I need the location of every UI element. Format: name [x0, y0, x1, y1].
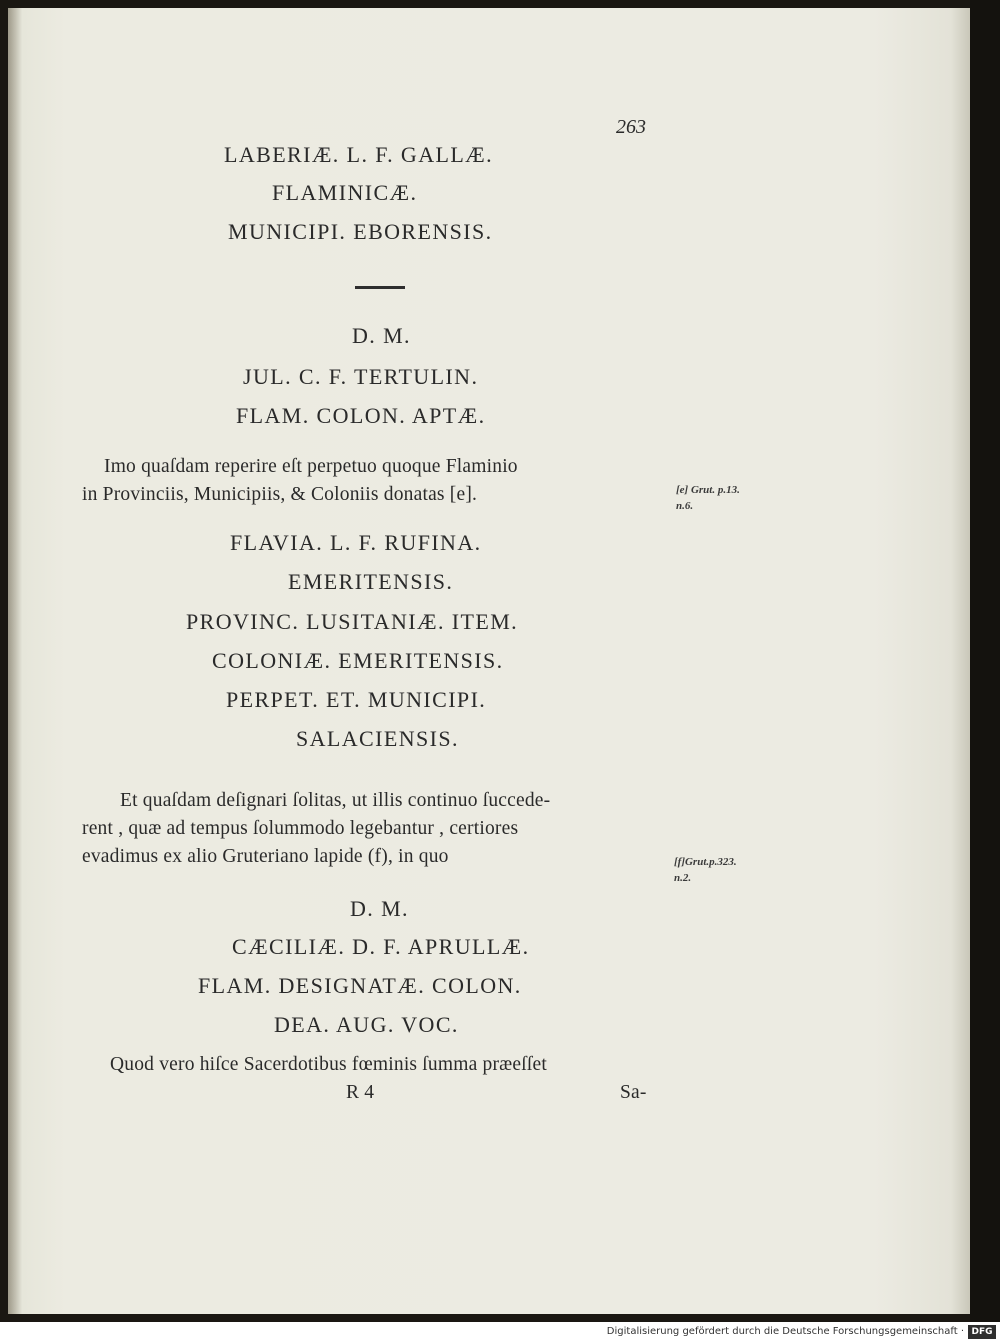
scan-edge: [970, 0, 1000, 1322]
inscription-line: D. M.: [350, 896, 409, 921]
margin-note: n.6.: [676, 500, 694, 512]
body-text-line: Quod vero hiſce Sacerdotibus fœminis ſumma præeſſet: [110, 1054, 547, 1075]
section-divider: [355, 286, 405, 289]
signature-mark: R 4: [346, 1082, 375, 1103]
inscription-line: FLAMINICÆ.: [272, 180, 418, 205]
inscription-line: FLAM. DESIGNATÆ. COLON.: [198, 973, 522, 998]
inscription-line: SALACIENSIS.: [296, 726, 459, 751]
margin-note: n.2.: [674, 872, 692, 884]
inscription-line: D. M.: [352, 323, 411, 348]
body-text-line: Imo quaſdam reperire eſt perpetuo quoque Flaminio: [104, 456, 518, 477]
inscription-line: PERPET. ET. MUNICIPI.: [226, 687, 487, 712]
inscription-line: LABERIÆ. L. F. GALLÆ.: [224, 142, 494, 167]
inscription-line: PROVINC. LUSITANIÆ. ITEM.: [186, 609, 519, 634]
inscription-line: JUL. C. F. TERTULIN.: [243, 364, 479, 389]
page-number: 263: [616, 116, 646, 138]
body-text-line: evadimus ex alio Gruteriano lapide (f), in quo: [82, 846, 449, 867]
funding-credit: Digitalisierung gefördert durch die Deutsche Forschungsgemeinschaft ·: [606, 1326, 964, 1337]
margin-note: [e] Grut. p.13.: [676, 484, 740, 496]
margin-note: [f]Grut.p.323.: [674, 856, 737, 868]
inscription-line: FLAVIA. L. F. RUFINA.: [230, 530, 482, 555]
footer-bar: [0, 1322, 1000, 1343]
catchword: Sa-: [620, 1082, 647, 1103]
body-text-line: rent , quæ ad tempus ſolummodo legebantur , certiores: [82, 818, 519, 839]
spine-shadow: [8, 8, 22, 1314]
inscription-line: MUNICIPI. EBORENSIS.: [228, 219, 493, 244]
inscription-line: CÆCILIÆ. D. F. APRULLÆ.: [232, 934, 530, 959]
body-text-line: Et quaſdam deſignari ſolitas, ut illis continuo ſuccede-: [120, 790, 551, 811]
dfg-logo-icon: DFG: [968, 1325, 996, 1339]
inscription-line: EMERITENSIS.: [288, 569, 454, 594]
inscription-line: FLAM. COLON. APTÆ.: [236, 403, 486, 428]
inscription-line: COLONIÆ. EMERITENSIS.: [212, 648, 504, 673]
inscription-line: DEA. AUG. VOC.: [274, 1012, 459, 1037]
body-text-line: in Provinciis, Municipiis, & Coloniis donatas [e].: [82, 484, 478, 505]
